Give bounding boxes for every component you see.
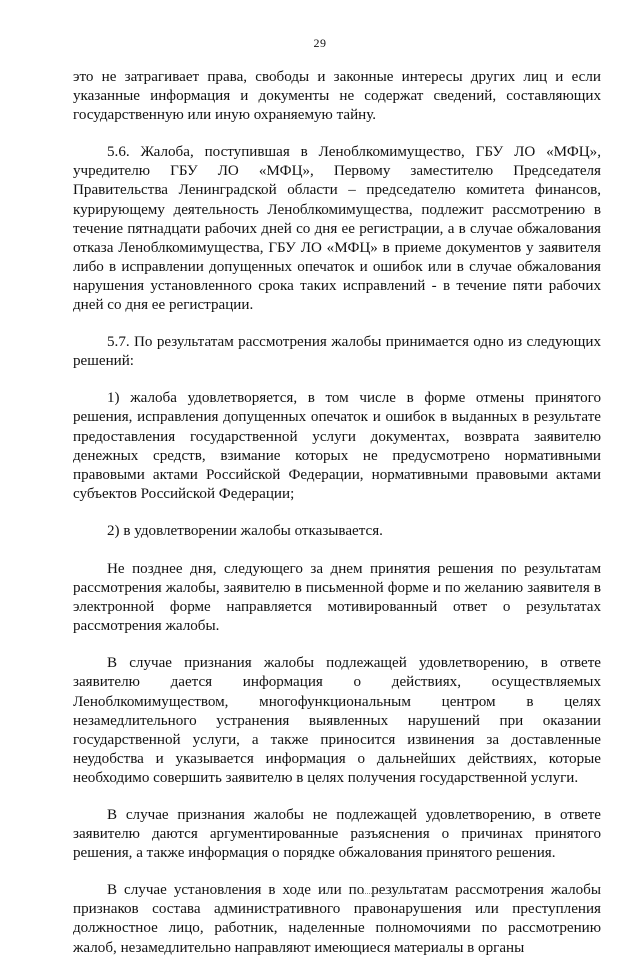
paragraph-decision-1: 1) жалоба удовлетворяется, в том числе в форме отмены принятого решения, исправления допущенных опечаток и ошибок в выданных в результате предоставления государственной услуги документах, возврата заявителю денежных средств, взимание которых не предусмотрено нормативными правовыми актами Российской Федерации, нормативными правовыми актами субъектов Российской Федерации; <box>73 390 601 502</box>
paragraph-response-deadline: Не позднее дня, следующего за днем принятия решения по результатам рассмотрения жалобы, заявителю в письменной форме и по желанию заявителя в электронной форме направляется мотивированный ответ о результатах рассмотрения жалобы. <box>73 560 601 635</box>
paragraph-decision-2: 2) в удовлетворении жалобы отказывается. <box>107 522 383 539</box>
paragraph-violation-signs: В случае установления в ходе или по результатам рассмотрения жалобы признаков состава административного правонарушения или преступления должностное лицо, работник, наделенные полномочиями по рассмотрению жалоб, незамедлительно направляют имеющиеся материалы в органы <box>73 882 601 956</box>
paragraph-5-6: 5.6. Жалоба, поступившая в Леноблкомимущество, ГБУ ЛО «МФЦ», учредителю ГБУ ЛО «МФЦ», Первому заместителю Председателя Правительства Ленинградской области – председателю комитета финансов, курирующему деятельность Леноблкомимущества, подлежит рассмотрению в течение пятнадцати рабочих дней со дня ее регистрации, а в случае обжалования отказа Леноблкомимущества, ГБУ ЛО «МФЦ» в приеме документов у заявителя либо в исправлении допущенных опечаток и ошибок или в случае обжалования нарушения установленного срока таких исправлений - в течение пяти рабочих дней со дня ее регистрации. <box>73 144 601 314</box>
page-number: 29 <box>313 36 327 50</box>
paragraph-satisfied-complaint: В случае признания жалобы подлежащей удовлетворению, в ответе заявителю дается информация о действиях, осуществляемых Леноблкомимуществом, многофункциональным центром в целях незамедлительного устранения выявленных нарушений при оказании государственной услуги, а также приносится извинения за доставленные неудобства и указывается информация о дальнейших действиях, которые необходимо совершить заявителю в целях получения государственной услуги. <box>73 655 601 786</box>
scan-edge-mark <box>360 893 394 895</box>
paragraph-continuation: это не затрагивает права, свободы и законные интересы других лиц и если указанные информация и документы не содержат сведений, составляющих государственную или иную охраняемую тайну. <box>73 69 601 124</box>
paragraph-unsatisfied-complaint: В случае признания жалобы не подлежащей удовлетворению, в ответе заявителю даются аргументированные разъяснения о причинах принятого решения, а также информация о порядке обжалования принятого решения. <box>73 807 601 862</box>
paragraph-5-7: 5.7. По результатам рассмотрения жалобы принимается одно из следующих решений: <box>73 334 601 370</box>
document-body <box>73 68 601 958</box>
